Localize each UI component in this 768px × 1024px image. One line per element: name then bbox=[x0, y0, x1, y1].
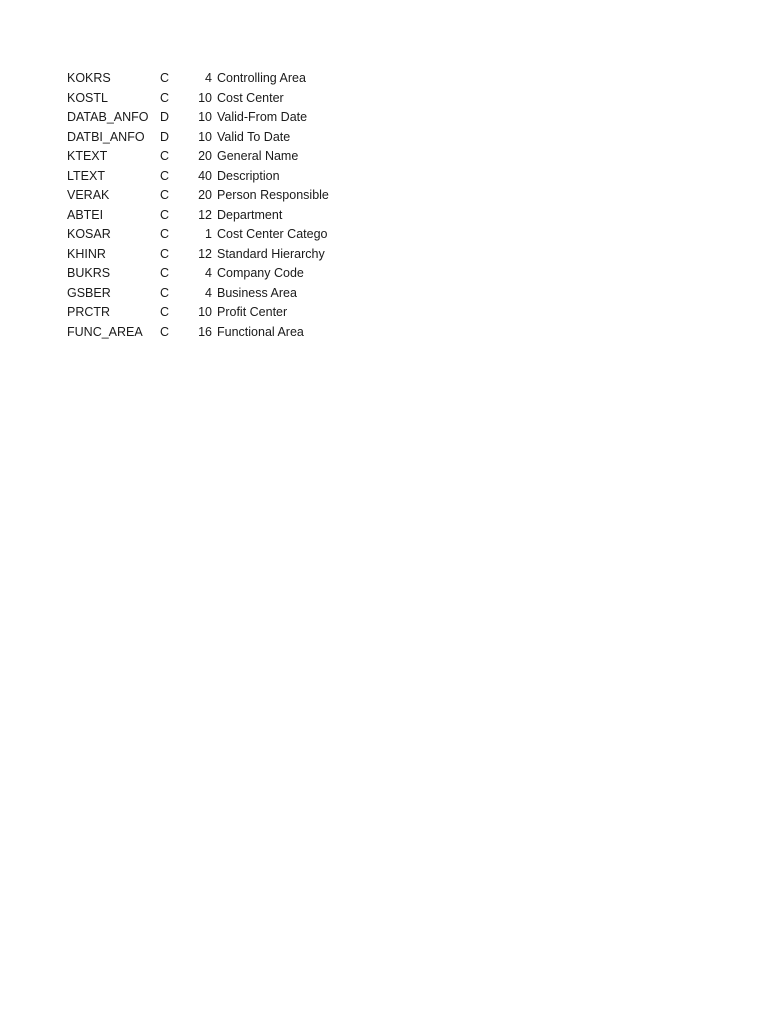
field-description: Company Code bbox=[217, 266, 304, 280]
table-row bbox=[67, 245, 367, 265]
field-description: Description bbox=[217, 168, 280, 183]
field-name: GSBER bbox=[67, 285, 111, 300]
field-length: 40 bbox=[198, 168, 212, 183]
field-description: Valid To Date bbox=[217, 129, 291, 144]
field-name: KOKRS bbox=[67, 71, 111, 85]
field-length: 4 bbox=[205, 285, 212, 300]
field-description: Business Area bbox=[217, 285, 297, 300]
field-type: D bbox=[160, 129, 170, 144]
field-length: 10 bbox=[198, 90, 212, 105]
field-length: 1 bbox=[205, 227, 212, 241]
field-name: KTEXT bbox=[67, 149, 108, 163]
field-type: C bbox=[160, 188, 170, 202]
field-name: PRCTR bbox=[67, 305, 111, 319]
field-description: Profit Center bbox=[217, 305, 288, 319]
field-length: 16 bbox=[198, 324, 212, 339]
field-description: Controlling Area bbox=[217, 71, 306, 85]
field-description: Standard Hierarchy bbox=[217, 246, 325, 261]
field-type: C bbox=[160, 246, 170, 261]
field-type: C bbox=[160, 227, 170, 241]
field-type: C bbox=[160, 149, 170, 163]
field-name: KHINR bbox=[67, 246, 106, 261]
field-name: KOSTL bbox=[67, 90, 108, 105]
field-type: C bbox=[160, 90, 170, 105]
field-length: 10 bbox=[198, 129, 212, 144]
table-row bbox=[67, 264, 367, 284]
field-description: General Name bbox=[217, 149, 299, 163]
field-type: C bbox=[160, 266, 170, 280]
field-length: 4 bbox=[205, 71, 212, 85]
table-row bbox=[67, 147, 367, 167]
field-type: C bbox=[160, 207, 170, 222]
table-row bbox=[67, 284, 367, 304]
field-length: 12 bbox=[198, 207, 212, 222]
table-row bbox=[67, 69, 367, 89]
table-row bbox=[67, 323, 367, 343]
field-type: C bbox=[160, 168, 170, 183]
table-row bbox=[67, 89, 367, 109]
table-row bbox=[67, 128, 367, 148]
field-type: C bbox=[160, 324, 170, 339]
field-definition-table bbox=[67, 69, 367, 342]
field-description: Person Responsible bbox=[217, 188, 329, 202]
field-description: Cost Center bbox=[217, 90, 284, 105]
field-description: Functional Area bbox=[217, 324, 304, 339]
table-row bbox=[67, 167, 367, 187]
field-name: DATAB_ANFO bbox=[67, 110, 149, 124]
field-type: C bbox=[160, 285, 170, 300]
field-description: Cost Center Catego bbox=[217, 227, 328, 241]
field-rows bbox=[67, 69, 367, 342]
field-name: LTEXT bbox=[67, 168, 105, 183]
field-length: 10 bbox=[198, 305, 212, 319]
field-length: 12 bbox=[198, 246, 212, 261]
field-name: BUKRS bbox=[67, 266, 111, 280]
field-name: VERAK bbox=[67, 188, 110, 202]
field-length: 4 bbox=[205, 266, 212, 280]
field-name: DATBI_ANFO bbox=[67, 129, 145, 144]
table-row bbox=[67, 206, 367, 226]
field-length: 10 bbox=[198, 110, 212, 124]
table-row bbox=[67, 108, 367, 128]
field-type: C bbox=[160, 305, 170, 319]
table-row bbox=[67, 225, 367, 245]
field-description: Valid-From Date bbox=[217, 110, 308, 124]
field-length: 20 bbox=[198, 149, 212, 163]
field-name: KOSAR bbox=[67, 227, 111, 241]
field-length: 20 bbox=[198, 188, 212, 202]
field-name: ABTEI bbox=[67, 207, 104, 222]
table-row bbox=[67, 186, 367, 206]
field-type: D bbox=[160, 110, 170, 124]
field-type: C bbox=[160, 71, 170, 85]
field-name: FUNC_AREA bbox=[67, 324, 143, 339]
field-description: Department bbox=[217, 207, 283, 222]
table-row bbox=[67, 303, 367, 323]
